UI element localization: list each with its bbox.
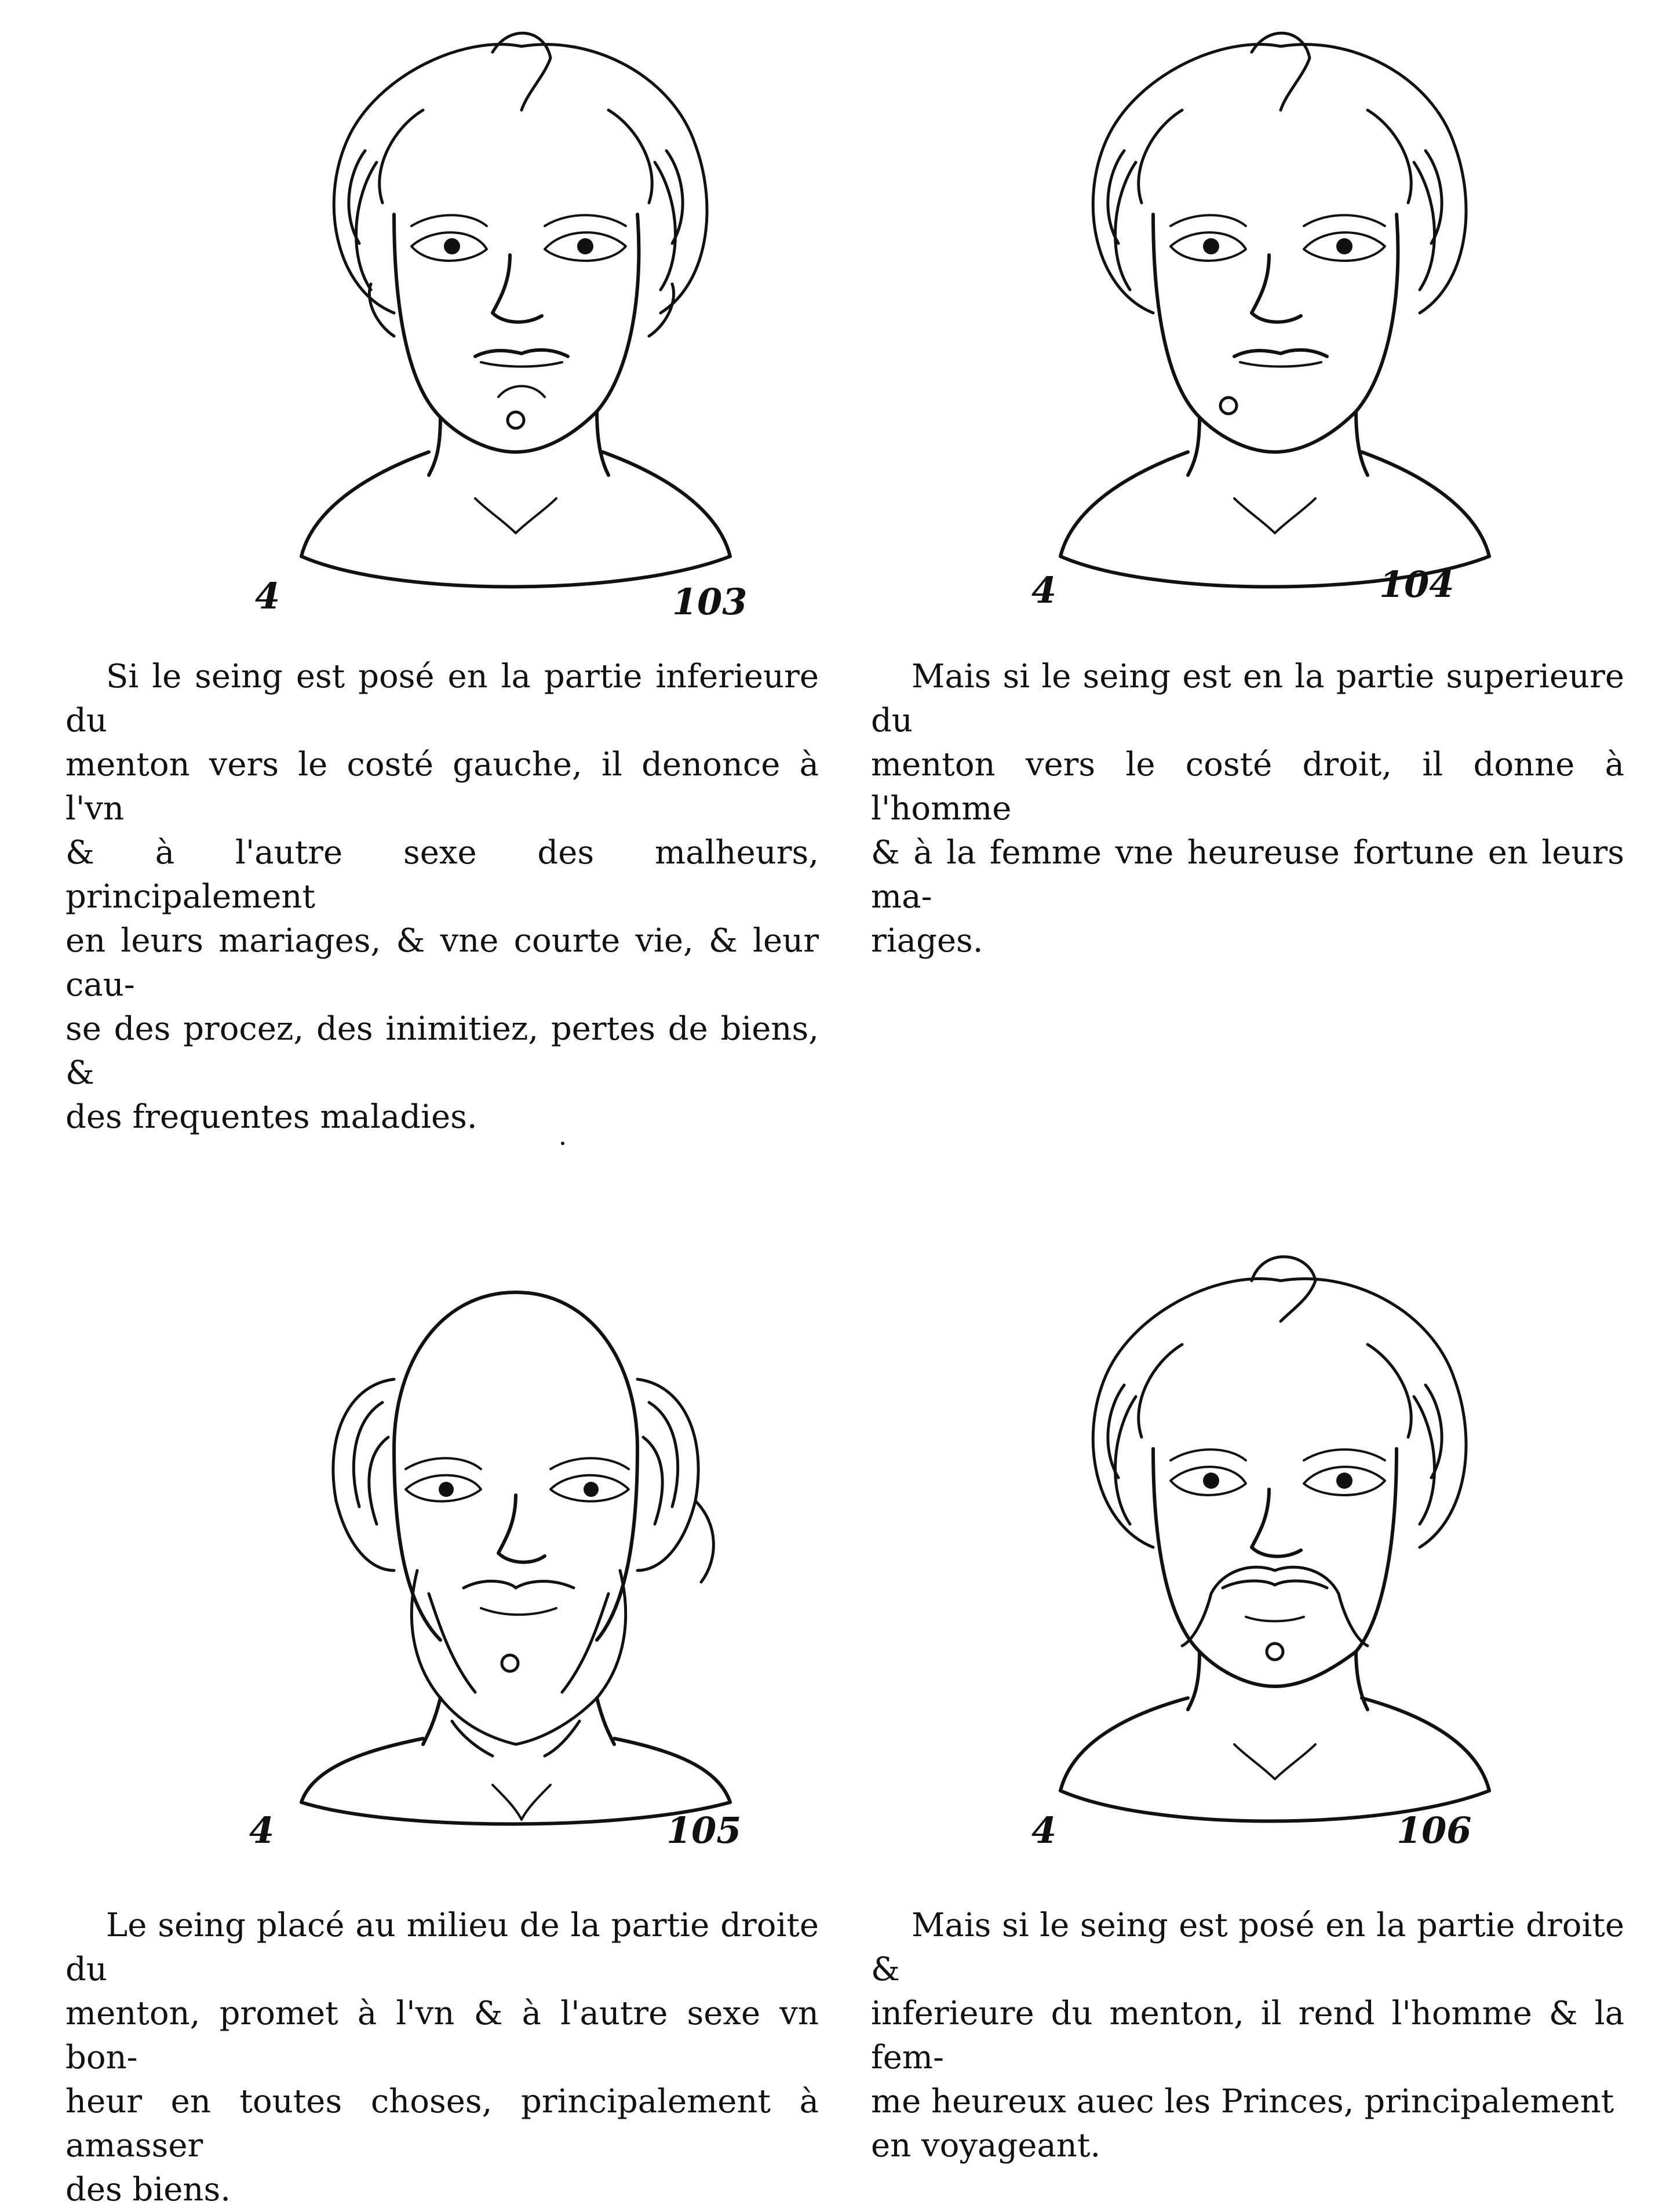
caption-line: Si le seing est posé en la partie inferieure du (65, 658, 819, 739)
caption-line: en leurs mariages, & vne courte vie, & leur cau- (65, 922, 819, 1004)
caption-line: & à la femme vne heureuse fortune en leurs ma- (871, 834, 1624, 916)
caption-line: se des procez, des inimitiez, pertes de biens, & (65, 1010, 819, 1092)
caption-line: Le seing placé au milieu de la partie droite du (65, 1907, 819, 1988)
caption-103 (65, 655, 819, 1139)
caption-line: en voyageant. (871, 2127, 1101, 2164)
caption-line: menton vers le costé gauche, il denonce à l'vn (65, 746, 819, 828)
side-number-104: 4 (1031, 569, 1057, 611)
caption-104 (871, 655, 1624, 963)
caption-line: des biens. (65, 2171, 231, 2209)
caption-line: riages. (871, 922, 983, 960)
caption-106 (871, 1904, 1624, 2168)
plate-number-106: 106 (1397, 1809, 1472, 1852)
caption-line: & à l'autre sexe des malheurs, principalement (65, 834, 819, 916)
plate-number-105: 105 (666, 1809, 742, 1852)
caption-line: me heureux auec les Princes, principalement (871, 2083, 1614, 2120)
caption-line: heur en toutes choses, principalement à amasser (65, 2083, 819, 2164)
plate-number-104: 104 (1379, 563, 1454, 606)
woodcut-portrait-106 (979, 1246, 1559, 1860)
woodcut-portrait-105 (220, 1246, 800, 1860)
caption-line: Mais si le seing est posé en la partie droite & (871, 1907, 1624, 1988)
stray-ink-dot (561, 1142, 564, 1145)
caption-line: menton vers le costé droit, il donne à l'homme (871, 746, 1624, 828)
caption-105 (65, 1904, 819, 2212)
side-number-103: 4 (255, 575, 280, 617)
side-number-106: 4 (1031, 1809, 1057, 1852)
side-number-105: 4 (249, 1809, 275, 1852)
caption-line: Mais si le seing est en la partie superieure du (871, 658, 1624, 739)
caption-line: inferieure du menton, il rend l'homme & la fem- (871, 1995, 1624, 2076)
caption-line: des frequentes maladies. (65, 1098, 477, 1136)
caption-line: menton, promet à l'vn & à l'autre sexe vn bon- (65, 1995, 819, 2076)
woodcut-portrait-103 (220, 12, 800, 626)
woodcut-portrait-104 (979, 12, 1559, 626)
plate-number-103: 103 (672, 581, 748, 623)
